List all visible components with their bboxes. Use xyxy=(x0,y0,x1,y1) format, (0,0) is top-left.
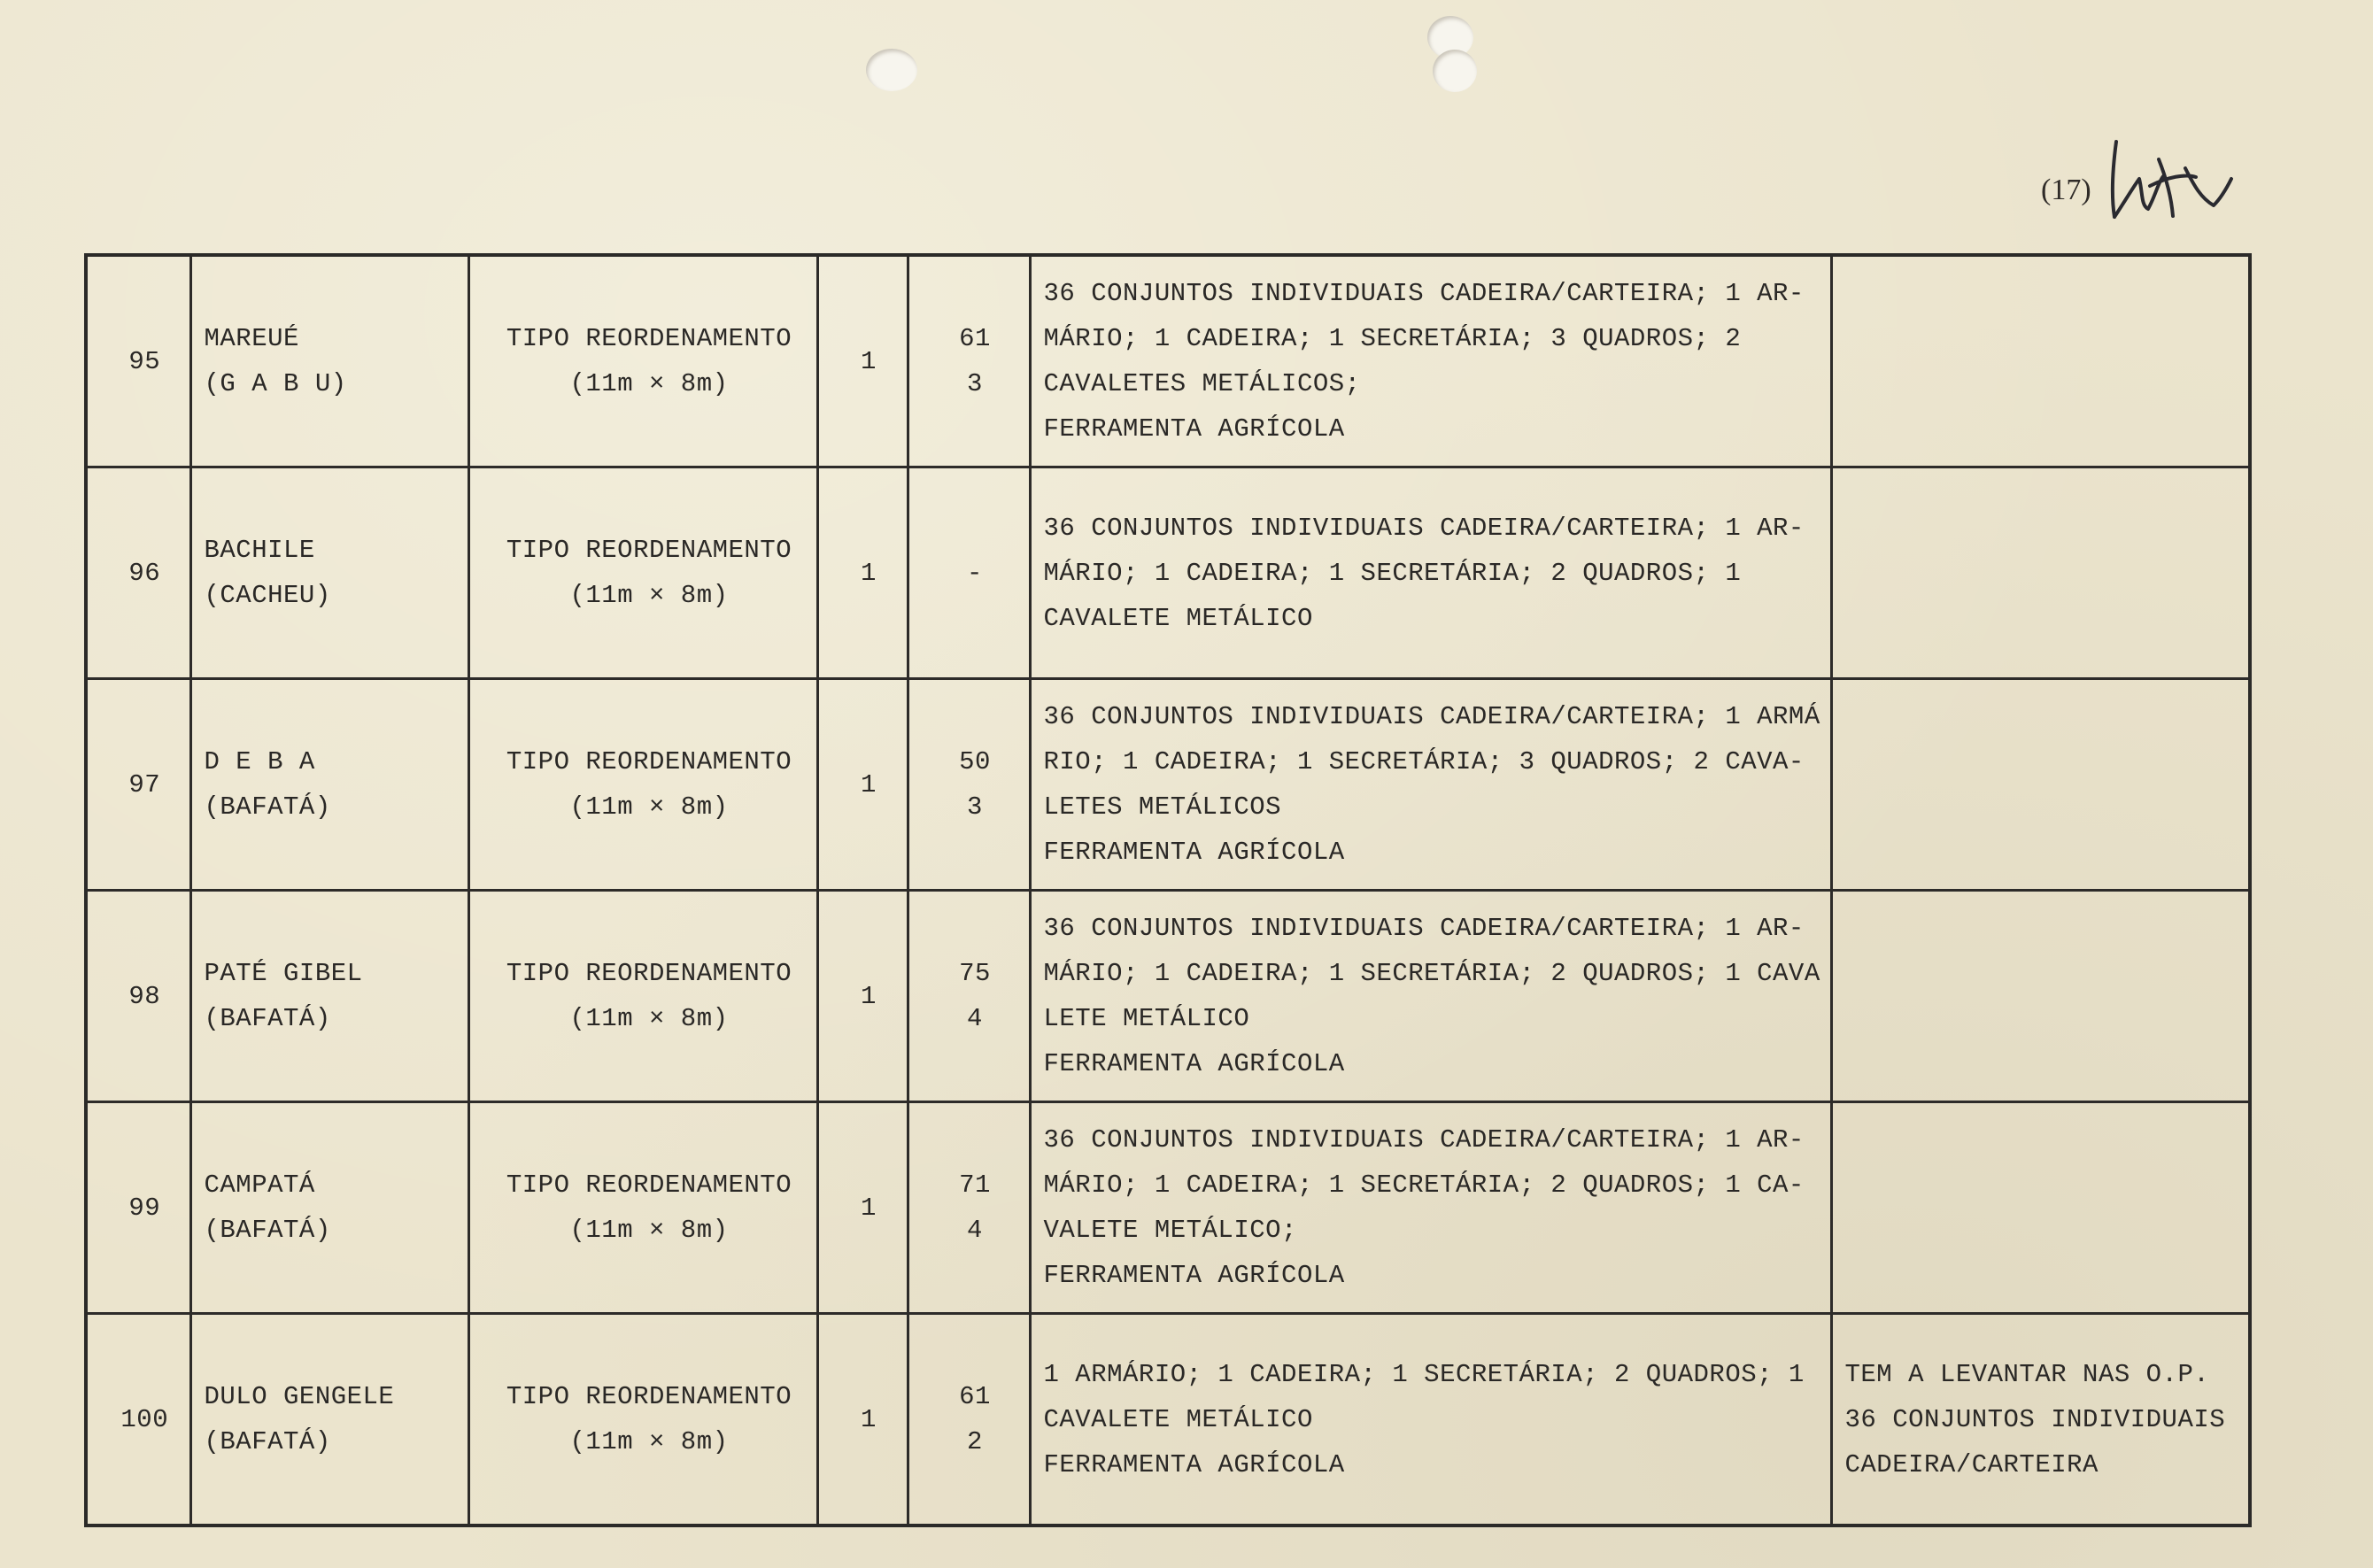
capacity-value: 3 xyxy=(967,792,983,822)
capacity-value: 75 xyxy=(959,959,991,988)
observations-cell xyxy=(1831,255,2250,467)
row-number-cell xyxy=(86,467,190,679)
locality-cell xyxy=(190,679,468,891)
quantity-value: 1 xyxy=(861,558,877,588)
observation-line: TEM A LEVANTAR NAS O.P. xyxy=(1844,1359,2210,1389)
quantity-cell xyxy=(817,255,908,467)
equipment-line: 36 CONJUNTOS INDIVIDUAIS CADEIRA/CARTEIRA; 1 ARMÁ xyxy=(1043,702,1820,731)
capacity-value: - xyxy=(967,558,983,588)
equipment-line: MÁRIO; 1 CADEIRA; 1 SECRETÁRIA; 2 QUADROS; 1 xyxy=(1043,558,1742,588)
building-type-line: (11m × 8m) xyxy=(569,369,729,398)
locality-cell xyxy=(190,1314,468,1526)
locality-line: CAMPATÁ xyxy=(204,1170,315,1200)
building-type-line: TIPO REORDENAMENTO xyxy=(506,959,792,988)
table-row xyxy=(86,891,2250,1102)
equipment-line: FERRAMENTA AGRÍCOLA xyxy=(1043,1261,1345,1290)
quantity-cell xyxy=(817,891,908,1102)
locality-line: BACHILE xyxy=(204,536,315,565)
row-number-cell xyxy=(86,679,190,891)
equipment-line: FERRAMENTA AGRÍCOLA xyxy=(1043,1449,1345,1479)
equipment-cell xyxy=(1030,1314,1831,1526)
locality-line: (BAFATÁ) xyxy=(204,1216,331,1245)
equipment-cell xyxy=(1030,679,1831,891)
locality-line: MAREUÉ xyxy=(204,324,299,353)
capacity-value: 71 xyxy=(959,1170,991,1200)
capacity-cell xyxy=(908,891,1030,1102)
equipment-line: LETE METÁLICO xyxy=(1043,1004,1250,1033)
locality-cell xyxy=(190,255,468,467)
building-type-cell xyxy=(468,467,817,679)
row-number: 98 xyxy=(128,981,161,1011)
locality-line: (BAFATÁ) xyxy=(204,1427,331,1456)
building-type-line: (11m × 8m) xyxy=(569,1216,729,1245)
table-row xyxy=(86,467,2250,679)
quantity-value: 1 xyxy=(861,346,877,376)
building-type-cell xyxy=(468,255,817,467)
locality-line: (BAFATÁ) xyxy=(204,792,331,822)
row-number-cell xyxy=(86,891,190,1102)
quantity-cell xyxy=(817,1314,908,1526)
observations-cell xyxy=(1831,891,2250,1102)
building-type-cell xyxy=(468,1314,817,1526)
locality-line: DULO GENGELE xyxy=(204,1382,395,1411)
locality-cell xyxy=(190,891,468,1102)
row-number: 99 xyxy=(128,1193,161,1223)
building-type-line: TIPO REORDENAMENTO xyxy=(506,324,792,353)
table-row xyxy=(86,255,2250,467)
building-type-line: (11m × 8m) xyxy=(569,1427,729,1456)
capacity-cell xyxy=(908,679,1030,891)
punch-hole xyxy=(1433,50,1477,92)
equipment-line: CAVALETES METÁLICOS; xyxy=(1043,369,1361,398)
row-number-cell xyxy=(86,1102,190,1314)
quantity-value: 1 xyxy=(861,981,877,1011)
equipment-line: 36 CONJUNTOS INDIVIDUAIS CADEIRA/CARTEIRA; 1 AR- xyxy=(1043,1125,1805,1155)
capacity-value: 3 xyxy=(967,369,983,398)
quantity-cell xyxy=(817,1102,908,1314)
row-number: 100 xyxy=(120,1404,169,1434)
building-type-line: (11m × 8m) xyxy=(569,792,729,822)
capacity-value: 50 xyxy=(959,747,991,776)
equipment-line: LETES METÁLICOS xyxy=(1043,792,1282,822)
table-row xyxy=(86,1314,2250,1526)
handwritten-signature xyxy=(2097,124,2247,230)
capacity-cell xyxy=(908,1314,1030,1526)
row-number: 96 xyxy=(128,558,161,588)
building-type-line: TIPO REORDENAMENTO xyxy=(506,1382,792,1411)
capacity-cell xyxy=(908,1102,1030,1314)
equipment-line: MÁRIO; 1 CADEIRA; 1 SECRETÁRIA; 2 QUADROS; 1 CAVA xyxy=(1043,959,1820,988)
building-type-cell xyxy=(468,679,817,891)
capacity-cell xyxy=(908,467,1030,679)
building-type-line: TIPO REORDENAMENTO xyxy=(506,536,792,565)
equipment-cell xyxy=(1030,255,1831,467)
building-type-line: (11m × 8m) xyxy=(569,581,729,610)
building-type-line: TIPO REORDENAMENTO xyxy=(506,747,792,776)
table-body xyxy=(86,255,2250,1526)
equipment-line: FERRAMENTA AGRÍCOLA xyxy=(1043,414,1345,444)
locality-line: (G A B U) xyxy=(204,369,347,398)
equipment-line: 36 CONJUNTOS INDIVIDUAIS CADEIRA/CARTEIRA; 1 AR- xyxy=(1043,279,1805,308)
equipment-line: FERRAMENTA AGRÍCOLA xyxy=(1043,838,1345,867)
observations-cell xyxy=(1831,1314,2250,1526)
quantity-value: 1 xyxy=(861,1404,877,1434)
observations-cell xyxy=(1831,1102,2250,1314)
quantity-cell xyxy=(817,467,908,679)
observations-cell xyxy=(1831,679,2250,891)
equipment-line: RIO; 1 CADEIRA; 1 SECRETÁRIA; 3 QUADROS; 2 CAVA- xyxy=(1043,747,1805,776)
locality-line: PATÉ GIBEL xyxy=(204,959,363,988)
locality-line: (BAFATÁ) xyxy=(204,1004,331,1033)
equipment-cell xyxy=(1030,891,1831,1102)
locality-cell xyxy=(190,467,468,679)
equipment-cell xyxy=(1030,1102,1831,1314)
observations-cell xyxy=(1831,467,2250,679)
equipment-line: 36 CONJUNTOS INDIVIDUAIS CADEIRA/CARTEIRA; 1 AR- xyxy=(1043,513,1805,543)
row-number: 95 xyxy=(128,346,161,376)
building-type-cell xyxy=(468,891,817,1102)
locality-cell xyxy=(190,1102,468,1314)
equipment-line: 1 ARMÁRIO; 1 CADEIRA; 1 SECRETÁRIA; 2 QUADROS; 1 xyxy=(1043,1359,1805,1389)
equipment-cell xyxy=(1030,467,1831,679)
locality-line: D E B A xyxy=(204,747,315,776)
observation-line: CADEIRA/CARTEIRA xyxy=(1844,1449,2099,1479)
punch-hole xyxy=(866,49,917,91)
equipment-line: VALETE METÁLICO; xyxy=(1043,1216,1297,1245)
table-row xyxy=(86,679,2250,891)
quantity-value: 1 xyxy=(861,1193,877,1223)
equipment-line: MÁRIO; 1 CADEIRA; 1 SECRETÁRIA; 2 QUADROS; 1 CA- xyxy=(1043,1170,1805,1200)
equipment-line: CAVALETE METÁLICO xyxy=(1043,603,1313,633)
quantity-value: 1 xyxy=(861,769,877,799)
observation-line: 36 CONJUNTOS INDIVIDUAIS xyxy=(1844,1404,2226,1434)
equipment-line: MÁRIO; 1 CADEIRA; 1 SECRETÁRIA; 3 QUADROS; 2 xyxy=(1043,324,1742,353)
quantity-cell xyxy=(817,679,908,891)
building-type-cell xyxy=(468,1102,817,1314)
capacity-value: 2 xyxy=(967,1427,983,1456)
row-number-cell xyxy=(86,1314,190,1526)
building-type-line: (11m × 8m) xyxy=(569,1004,729,1033)
table-row xyxy=(86,1102,2250,1314)
row-number-cell xyxy=(86,255,190,467)
capacity-value: 4 xyxy=(967,1004,983,1033)
building-type-line: TIPO REORDENAMENTO xyxy=(506,1170,792,1200)
equipment-line: FERRAMENTA AGRÍCOLA xyxy=(1043,1049,1345,1078)
capacity-value: 61 xyxy=(959,324,991,353)
capacity-cell xyxy=(908,255,1030,467)
row-number: 97 xyxy=(128,769,161,799)
schools-table xyxy=(84,253,2252,1527)
capacity-value: 4 xyxy=(967,1216,983,1245)
capacity-value: 61 xyxy=(959,1382,991,1411)
equipment-line: 36 CONJUNTOS INDIVIDUAIS CADEIRA/CARTEIRA; 1 AR- xyxy=(1043,914,1805,943)
page-number: (17) xyxy=(2041,174,2091,206)
locality-line: (CACHEU) xyxy=(204,581,331,610)
equipment-line: CAVALETE METÁLICO xyxy=(1043,1404,1313,1434)
